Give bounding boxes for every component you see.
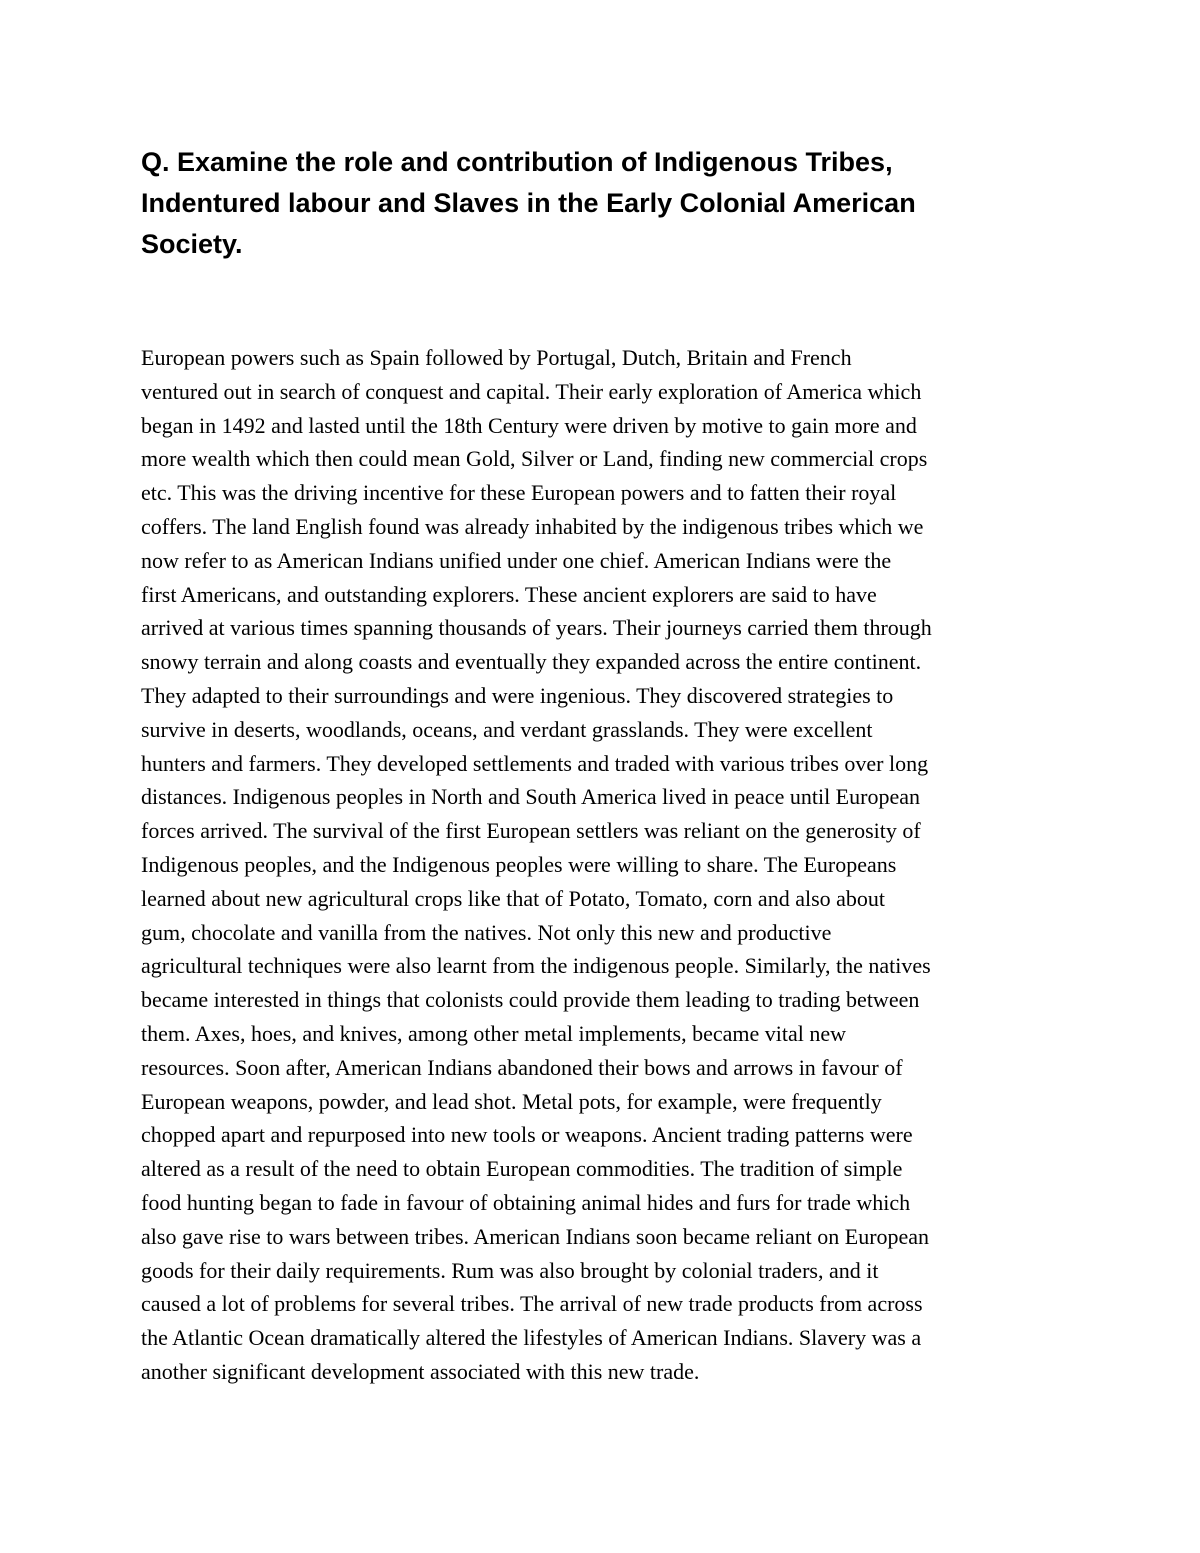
body-line: first Americans, and outstanding explorers. These ancient explorers are said to have: [141, 581, 877, 607]
body-line: etc. This was the driving incentive for these European powers and to fatten their royal: [141, 480, 897, 506]
question-line: Q. Examine the role and contribution of Indigenous Tribes,: [141, 147, 893, 177]
body-line: snowy terrain and along coasts and eventually they expanded across the entire continent.: [141, 649, 922, 675]
body-line: chopped apart and repurposed into new tools or weapons. Ancient trading patterns were: [141, 1122, 913, 1148]
body-line: gum, chocolate and vanilla from the natives. Not only this new and productive: [141, 919, 832, 945]
body-line: European weapons, powder, and lead shot. Metal pots, for example, were frequently: [141, 1088, 882, 1114]
body-line: Indigenous peoples, and the Indigenous peoples were willing to share. The Europeans: [141, 851, 897, 877]
body-line: food hunting began to fade in favour of obtaining animal hides and furs for trade which: [141, 1189, 911, 1215]
body-line: began in 1492 and lasted until the 18th Century were driven by motive to gain more and: [141, 412, 917, 438]
body-line: forces arrived. The survival of the first European settlers was reliant on the generosity of: [141, 818, 921, 844]
body-line: more wealth which then could mean Gold, Silver or Land, finding new commercial crops: [141, 446, 928, 472]
body-line: the Atlantic Ocean dramatically altered the lifestyles of American Indians. Slavery was a: [141, 1325, 922, 1351]
question-heading: [141, 142, 1081, 265]
body-line: also gave rise to wars between tribes. American Indians soon became reliant on European: [141, 1223, 930, 1249]
body-line: coffers. The land English found was already inhabited by the indigenous tribes which we: [141, 513, 924, 539]
body-line: another significant development associated with this new trade.: [141, 1358, 700, 1384]
body-line: hunters and farmers. They developed settlements and traded with various tribes over long: [141, 750, 929, 776]
body-line: ventured out in search of conquest and capital. Their early exploration of America which: [141, 378, 922, 404]
body-line: distances. Indigenous peoples in North and South America lived in peace until European: [141, 784, 920, 810]
body-line: They adapted to their surroundings and were ingenious. They discovered strategies to: [141, 682, 894, 708]
body-line: arrived at various times spanning thousands of years. Their journeys carried them through: [141, 615, 932, 641]
question-line: Indentured labour and Slaves in the Early Colonial American: [141, 188, 916, 218]
body-line: them. Axes, hoes, and knives, among other metal implements, became vital new: [141, 1020, 847, 1046]
body-line: caused a lot of problems for several tribes. The arrival of new trade products from across: [141, 1291, 923, 1317]
body-line: survive in deserts, woodlands, oceans, and verdant grasslands. They were excellent: [141, 716, 873, 742]
body-line: resources. Soon after, American Indians abandoned their bows and arrows in favour of: [141, 1054, 903, 1080]
body-paragraph: [141, 341, 1066, 1389]
body-line: altered as a result of the need to obtain European commodities. The tradition of simple: [141, 1156, 903, 1182]
body-line: became interested in things that colonists could provide them leading to trading between: [141, 987, 920, 1013]
question-line: Society.: [141, 229, 243, 259]
body-line: European powers such as Spain followed by Portugal, Dutch, Britain and French: [141, 345, 852, 370]
body-line: goods for their daily requirements. Rum was also brought by colonial traders, and it: [141, 1257, 879, 1283]
body-line: learned about new agricultural crops like that of Potato, Tomato, corn and also about: [141, 885, 886, 911]
body-line: now refer to as American Indians unified under one chief. American Indians were the: [141, 547, 892, 573]
body-line: agricultural techniques were also learnt from the indigenous people. Similarly, the natives: [141, 953, 931, 979]
